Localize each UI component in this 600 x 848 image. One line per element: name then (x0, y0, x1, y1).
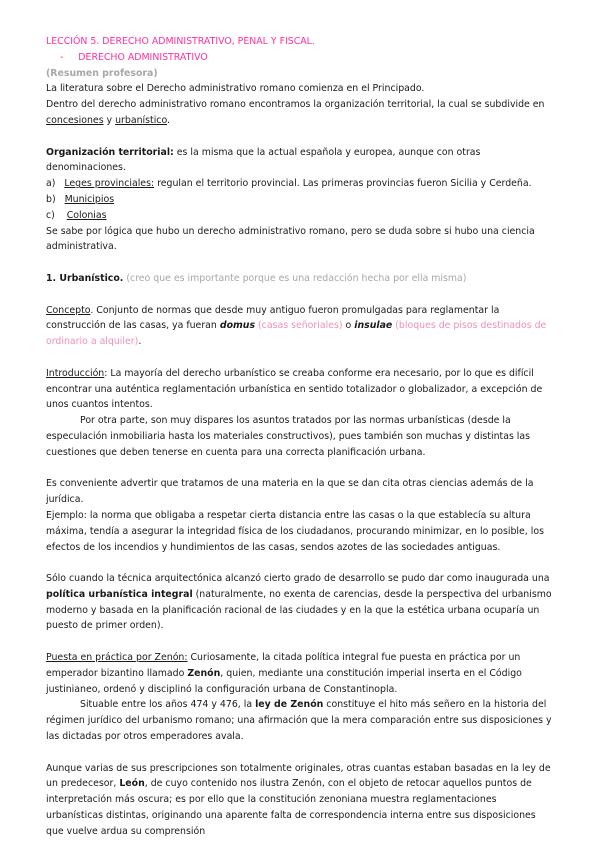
org-closing-paragraph: Se sabe por lógica que hubo un derecho administrativo romano, pero se duda sobre si hubo una ciencia administrativa. (46, 225, 535, 253)
introduccion-paragraph: Introducción: La mayoría del derecho urbanístico se creaba conforme era necesario, por lo que es difícil encontrar una auténtica reglamentación urbanística en sentido totalizador o globalizador, a excepción de unos cuantos intentos. (46, 367, 543, 411)
conveniente-paragraph: Es conveniente advertir que tratamos de una materia en la que se dan cita otras ciencias además de la jurídica. (46, 478, 534, 506)
zenon-paragraph-2: Situable entre los años 474 y 476, la ley de Zenón constituye el hito más señero en la historia del régimen jurídico del urbanismo romano; una afirmación que la mera comparación entre sus disposiciones y las dictadas por otros emperadores avala. (46, 699, 552, 743)
tecnica-paragraph: Sólo cuando la técnica arquitectónica alcanzó cierto grado de desarrollo se pudo dar como inaugurada una política urbanística integral (naturalmente, no exenta de carencias, desde la perspectiva del urbanismo moderno y basada en la planificación racional de las ciudades y en la que la estética urbana ocuparía un puesto de primer orden). (46, 573, 552, 632)
org-territorial-paragraph: Organización territorial: es la misma que la actual española y europea, aunque con otras denominaciones. (46, 146, 481, 174)
subtitle-text: DERECHO ADMINISTRATIVO (78, 51, 208, 63)
urbanistico-link: urbanístico (115, 114, 168, 126)
concepto-paragraph: Concepto. Conjunto de normas que desde muy antiguo fueron promulgadas para reglamentar la construcción de las casas, ya fueran domus (casas señoriales) o insulae (bloques de pisos destinados de ordinario a alquiler). (46, 304, 547, 348)
list-item-leges: a) Leges provinciales: regulan el territorio provincial. Las primeras provincias fueron Sicilia y Cerdeña. (46, 178, 532, 190)
list-item-colonias: c) Colonias (46, 209, 107, 221)
document-page (46, 34, 556, 840)
zenon-paragraph: Puesta en práctica por Zenón: Curiosamente, la citada política integral fue puesta en práctica por un emperador bizantino llamado Zenón, quien, mediante una constitución imperial inserta en el Código justinianeo, ordenó y disciplinó la configuración urbana de Constantinopla. (46, 652, 522, 695)
ejemplo-paragraph: Ejemplo: la norma que obligaba a respetar cierta distancia entre las casas o la que establecía su altura máxima, tendía a asegurar la integridad física de los ciudadanos, procurando minimizar, en lo posible, los efectos de los incendios y hundimientos de las casas, sendos azotes de las sociedades antiguas. (46, 509, 544, 553)
summary-note: (Resumen profesora) (46, 67, 158, 79)
introduccion-paragraph-2: Por otra parte, son muy dispares los asuntos tratados por las normas urbanísticas (desde la especulación inmobiliaria hasta los materiales constructivos), pues también son muchas y distintas las cuestiones que deben tenerse en cuenta para una correcta planificación urbana. (46, 415, 531, 458)
concepto-label: Concepto (46, 304, 91, 316)
introduccion-label: Introducción (46, 367, 105, 379)
section-subtitle (46, 50, 556, 66)
intro-paragraph-1: La literatura sobre el Derecho administrativo romano comienza en el Principado. (46, 83, 425, 95)
concesiones-link: concesiones (46, 114, 104, 126)
leon-paragraph: Aunque varias de sus prescripciones son totalmente originales, otras cuantas estaban basadas en la ley de un predecesor, León, de cuyo contenido nos ilustra Zenón, con el objeto de retocar aquellos puntos de interpretación más oscura; es por ello que la constitución zenoniana muestra reglamentaciones urbanísticas distintas, originando una aparente falta de correspondencia interna entre sus disposiciones que vuelve ardua su comprensión (46, 762, 551, 837)
intro-paragraph-2: Dentro del derecho administrativo romano encontramos la organización territorial, la cual se subdivide en concesiones y urbanístico. (46, 99, 545, 126)
zenon-label: Puesta en práctica por Zenón: (46, 652, 188, 664)
list-item-municipios: b) Municipios (46, 193, 115, 205)
subtitle-bullet: - (60, 51, 64, 63)
section-heading-urbanistico: 1. Urbanístico. (creo que es importante porque es una redacción hecha por ella misma) (46, 272, 467, 284)
org-territorial-label: Organización territorial: (46, 146, 174, 158)
lesson-title: LECCIÓN 5. DERECHO ADMINISTRATIVO, PENAL Y FISCAL. (46, 36, 315, 47)
